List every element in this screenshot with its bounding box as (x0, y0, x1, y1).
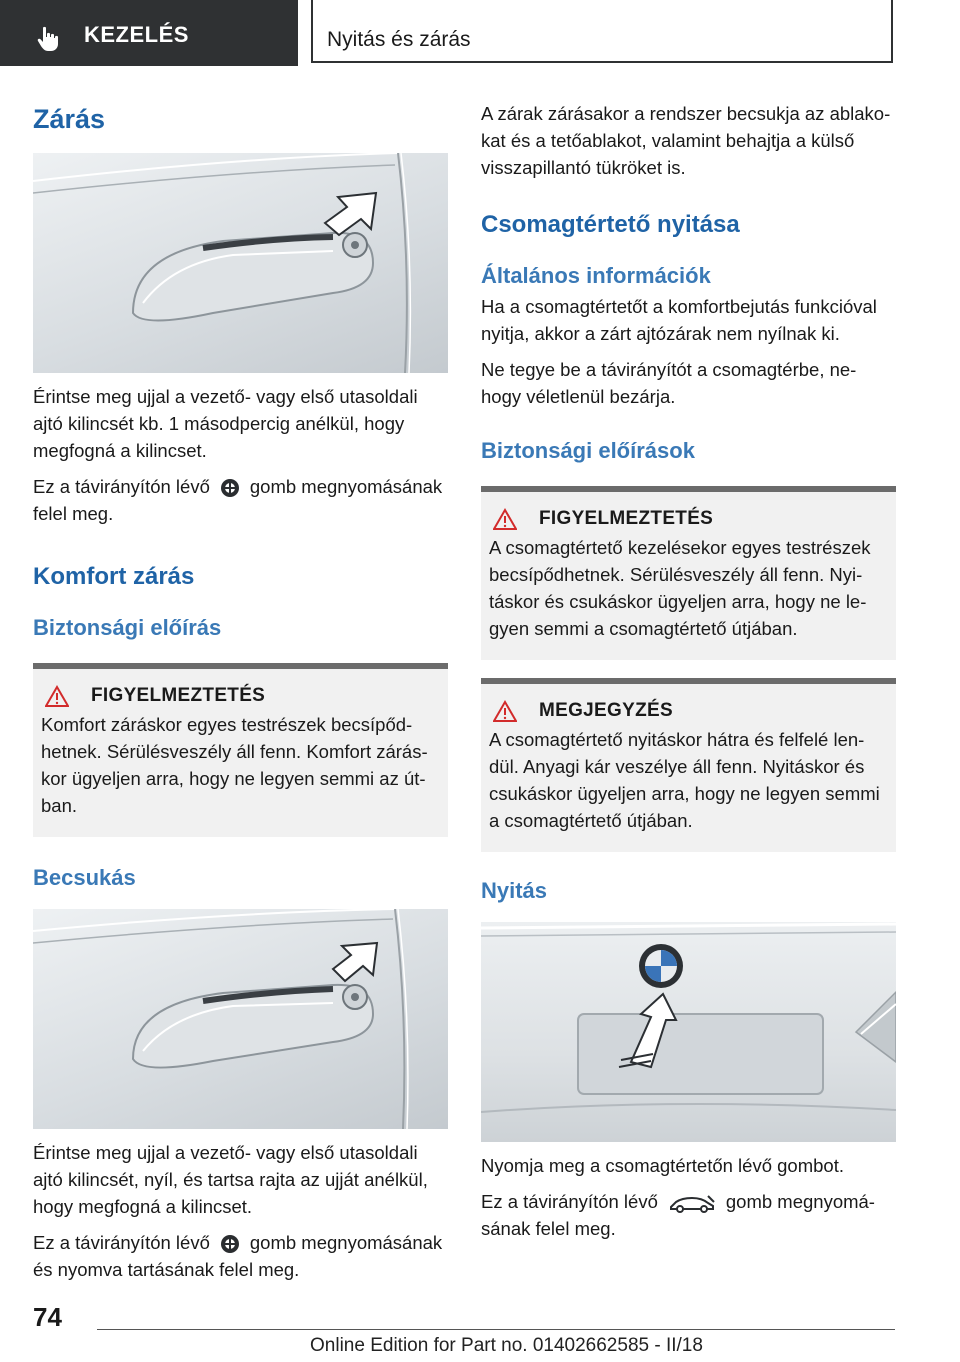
remote-text-b: gomb megnyomásának felel meg. (33, 476, 443, 524)
remote-text-a: Ez a távirányítón lévő (33, 1232, 210, 1253)
heading-safety: Biztonsági előírás (33, 615, 222, 640)
windows-closing-text: A zárak zárásakor a rendszer becsukja az ablako-kat és a tetőablakot, valamint behajtja a külső visszapillantó tükröket is. (481, 103, 891, 178)
section-tab (0, 0, 298, 66)
warning-title: FIGYELMEZTETÉS (91, 685, 266, 706)
remote-text-b: gomb megnyomá-sának felel meg. (481, 1191, 875, 1239)
left-column (33, 90, 448, 1283)
trunk-figure (481, 922, 896, 1142)
lock-button-icon (220, 478, 240, 498)
warning-header (41, 685, 438, 707)
door-handle-illustration-2 (33, 909, 448, 1129)
note-text: A csomagtértető nyitáskor hátra és felfelé len-dül. Anyagi kár veszélye áll fenn. Nyitáskor és csukáskor ügyeljen arra, hogy ne legyen semmi a csomagtértető útjában. (489, 729, 880, 831)
footer-divider (97, 1329, 895, 1330)
warning-box-trunk (481, 486, 896, 660)
note-triangle-icon (493, 700, 517, 722)
heading-opening: Nyitás (481, 878, 548, 903)
chapter-title-box (311, 0, 893, 63)
heading-safety-rules: Biztonsági előírások (481, 438, 695, 463)
note-box-trunk (481, 678, 896, 852)
heading-trunk-opening: Csomagtértető nyitása (481, 211, 740, 238)
press-button-text: Nyomja meg a csomagtértetőn lévő gombot. (481, 1155, 844, 1176)
general-info-text-1: Ha a csomagtértetőt a komfortbejutás funkcióval nyitja, akkor a zárt ajtózárak nem nyílnak ki. (481, 296, 877, 344)
lock-button-icon (220, 1234, 240, 1254)
section-label: KEZELÉS (84, 22, 189, 47)
hand-pointer-icon (36, 26, 62, 52)
note-title: MEGJEGYZÉS (539, 700, 673, 721)
right-column (481, 90, 896, 1242)
heading-closing: Zárás (33, 104, 106, 134)
page-number: 74 (33, 1302, 62, 1332)
remote-trunk-text (481, 1188, 896, 1242)
touch-instruction-2: Érintse meg ujjal a vezető- vagy első utasoldali ajtó kilincsét, nyíl, és tartsa rajta az ujját anélkül, hogy megfogná a kilincset. (33, 1142, 428, 1217)
door-handle-figure-2 (33, 909, 448, 1129)
remote-text-a: Ez a távirányítón lévő (481, 1191, 658, 1212)
remote-equivalent-2 (33, 1229, 448, 1283)
general-info-text-2: Ne tegye be a távirányítót a csomagtérbe, ne-hogy véletlenül bezárja. (481, 359, 857, 407)
warning-header (489, 508, 886, 530)
door-handle-illustration (33, 153, 448, 373)
heading-closing-windows: Becsukás (33, 865, 136, 890)
warning-text: A csomagtértető kezelésekor egyes testrészek becsípődhetnek. Sérülésveszély áll fenn. Nyi-táskor és csukáskor ügyeljen arra, hogy ne le-gyen semmi a csomagtértető útjában. (489, 537, 871, 639)
door-handle-figure (33, 153, 448, 373)
remote-text-a: Ez a távirányítón lévő (33, 476, 210, 497)
page-header (0, 0, 895, 66)
warning-triangle-icon (45, 685, 69, 707)
warning-title: FIGYELMEZTETÉS (539, 508, 714, 529)
warning-box (33, 663, 448, 837)
warning-text: Komfort záráskor egyes testrészek becsípőd-hetnek. Sérülésveszély áll fenn. Komfort zárás-kor ügyeljen arra, hogy ne legyen semmi az út-ban. (41, 714, 428, 816)
footer-edition: Online Edition for Part no. 01402662585 - II/18 (310, 1335, 703, 1356)
warning-triangle-icon (493, 508, 517, 530)
car-trunk-icon (668, 1192, 716, 1214)
trunk-illustration (481, 922, 896, 1142)
heading-comfort-closing: Komfort zárás (33, 563, 195, 590)
remote-equivalent-1 (33, 473, 448, 527)
remote-text-b: gomb megnyomásának és nyomva tartásának felel meg. (33, 1232, 443, 1280)
touch-instruction-1: Érintse meg ujjal a vezető- vagy első utasoldali ajtó kilincsét kb. 1 másodpercig anélkül, hogy megfogná a kilincset. (33, 386, 418, 461)
chapter-title: Nyitás és zárás (327, 28, 471, 51)
heading-general-info: Általános információk (481, 263, 711, 288)
note-header (489, 700, 886, 722)
